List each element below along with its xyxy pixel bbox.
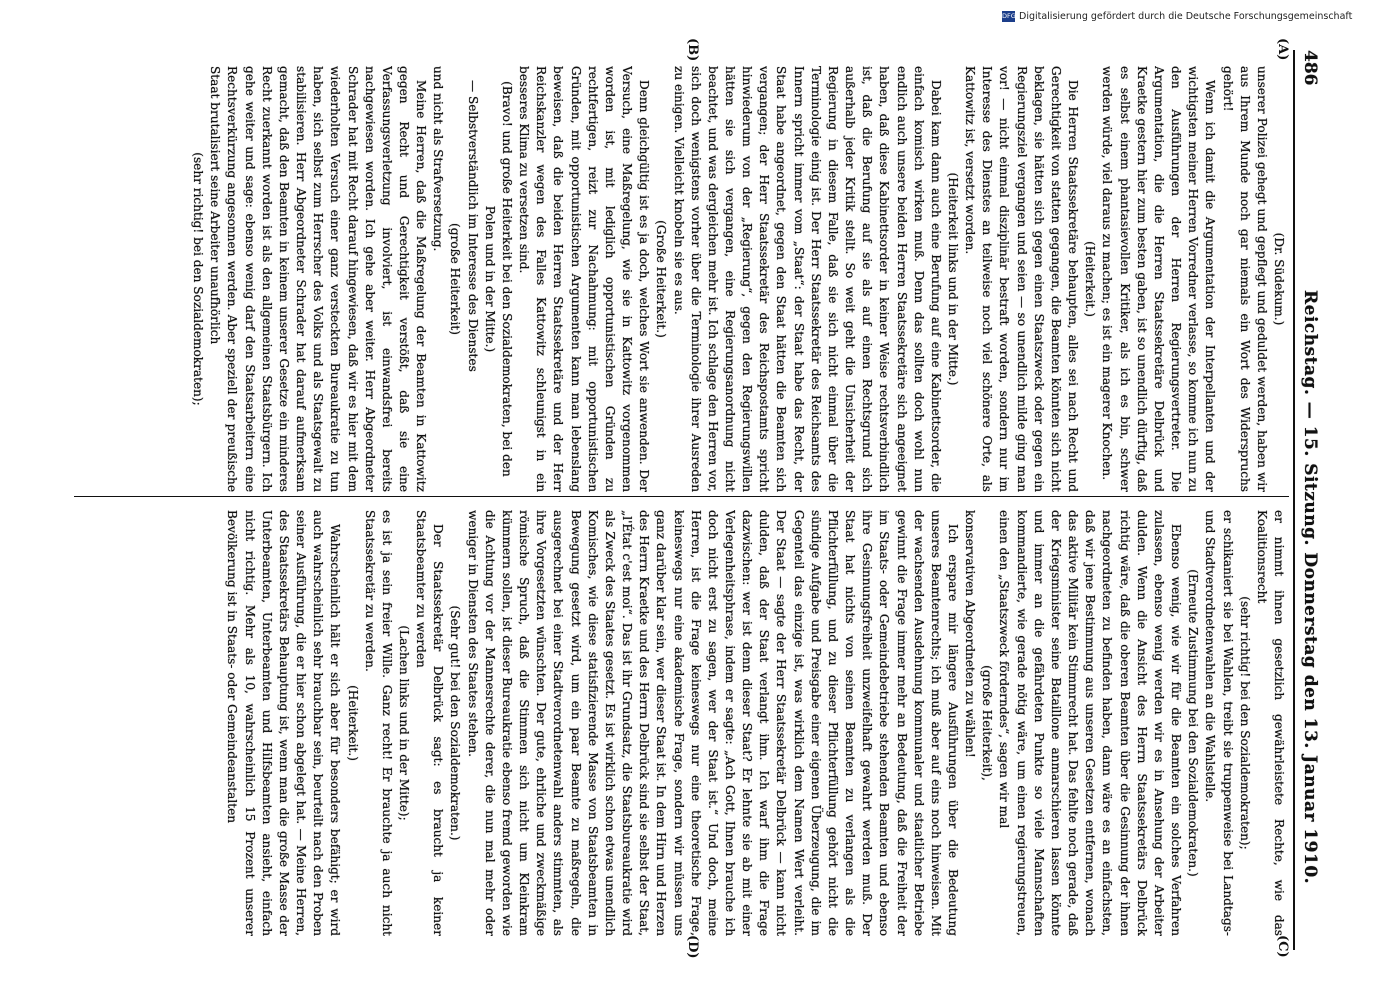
stage-direction: (Heiterkeit.): [345, 685, 360, 761]
stage-direction: (Heiterkeit links und in der Mitte.): [946, 172, 961, 386]
credit-text: Digitalisierung gefördert durch die Deutsche Forschungsgemeinschaft: [1019, 11, 1353, 22]
stage-direction: (sehr richtig! bei den Sozialdemokraten);: [1237, 596, 1252, 850]
stage-direction: (Bravo! und große Heiterkeit bei den Sozialdemokraten, bei den Polen und in der Mitte.): [482, 81, 514, 477]
header-rule: [1293, 50, 1295, 950]
paragraph: Wenn ich damit die Argumentation der Interpellanten und der wichtigsten meiner Herren Vorredner verlasse, so komme ich nun zu den Ausführungen der Herren Regierungsvertreter. Die Argumentation, die die Herren Staatssekretäre Delbrück und Kraetke gestern hier zum besten gaben, ist so unendlich dürftig, daß es selbst einem phantasievollen Kritiker, als ich es bin, schwer werden würde, viel daraus zu machen; es ist ein magerer Knochen.: [1100, 66, 1218, 492]
paragraph: Denn gleichgültig ist es ja doch, welches Wort sie anwenden. Der Versuch, eine Maßregelung, wie sie in Kattowitz vorgenommen worden ist, mit lediglich opportunistischen Gründen zu rechtfertigen, reizt zur Nachahmung: mit opportunistischen Gründen, mit opportunistischen Argumenten kann man lebenslang beweisen, daß die beiden Herren Staatssekretäre und der Herr Reichskanzler wegen des Falles Kattowitz schleunigst in ein besseres Klima zu versetzen sind.: [517, 66, 652, 492]
paragraph: Ich erspare mir längere Ausführungen über die Bedeutung unseres Beamtenrechts; ich muß aber auf eins noch hinweisen. Mit der wachsenden Ausdehnung kommunaler und staatlicher Betriebe gewinnt die Frage immer mehr an Bedeutung, daß die Freiheit der im Staats- oder Gemeindebetriebe stehenden Beamten und ebenso ihre Gesinnungsfreiheit unzweifelhaft gewahrt werden muß. Der Staat hat nichts von seinen Beamten zu verlangen als die Pflichterfüllung, und zu dieser Pflichterfüllung gehört nicht die sündige Aufgabe und Preisgabe einer eigenen Überzeugung, die im Gegenteil das einzige ist, was wirklich dem Namen Wert verleiht. Der Staat — sagte der Herr Staatssekretär Delbrück — kann nicht dulden, daß der Staat verlangt ihm. Ich warf ihm die Frage dazwischen: wer ist denn dieser Staat? Er lehnte sie ab mit einer Verlegenheitsphrase, indem er sagte: „Ach Gott, Ihnen brauche ich doch nicht erst zu sagen, wer der Staat ist.“ Und doch, meine Herren, ist die Frage keineswegs nur eine theoretische Frage, keineswegs nur eine akademische Frage, sondern wir müssen uns ganz darüber klar sein, wer dieser Staat ist. In dem Hirn und Herzen des Herrn Kraetke und des Herrn Delbrück sind sie selbst der Staat, „l'État c'est moi“. Das ist ihr Grundsatz, die Staatsbureaukratie wird als Zweck des Staates gesetzt. Es ist wirklich schon etwas unendlich Komisches, wie diese statisfizierende Masse von Staatsbeamten in Bewegung gesetzt wird, um ein paar Beamte zu maßregeln, die ausgerechnet bei einer Stadtverordnetenwahl anders stimmten, als ihre Vorgesetzten wünschten. Der gute, ehrliche und zweckmäßige römische Spruch, daß die Stimmen sich nicht um Kleinkram kümmern sollen, ist dieser Bureaukratie ebenso fremd geworden wie die Achtung vor der Mannesrechte derer, die nun mal mehr oder weniger in Diensten des Staates stehen.: [465, 510, 961, 936]
paragraph: er schikaniert sie bei Wahlen, treibt sie truppenweise bei Landtags- und Stadtverordnetenwahlen an die Wahlstelle.: [1203, 510, 1235, 936]
paragraph: Der Staatssekretär Delbrück sagt: es braucht ja keiner Staatsbeamter zu werden: [414, 510, 446, 936]
stage-direction: (Dr. Südekum.): [1272, 232, 1286, 326]
paragraph: konservativen Abgeordneten zu wählen!: [963, 510, 978, 758]
stage-direction: (große Heiterkeit): [448, 223, 463, 335]
column-divider: [74, 496, 1289, 497]
stage-direction: (Sehr gut! bei den Sozialdemokraten.): [448, 605, 463, 841]
page-title: Reichstag. — 15. Sitzung. Donnerstag den 13. Januar 1910.: [1300, 290, 1320, 885]
margin-mark-c: (C): [1275, 935, 1290, 958]
credit-line: [1002, 10, 1372, 24]
margin-mark-d: (D): [685, 935, 700, 959]
paragraph: Dabei kam dann auch eine Berufung auf eine Kabinettsorder, die einfach komisch wirken muß. Denn das sollten doch wohl nun endlich auch unsere beiden Herren Staatssekretäre sich angeeignet haben, daß diese Kabinettsorder in keiner Weise rechtsverbindlich ist, daß die Berufung auf sie als auf einen Rechtsgrund sich außerhalb jeder Kritik stellt. So weit geht die Unsicherheit der Regierung in diesem Falle, daß sie sich nicht einmal über die Terminologie einig ist. Der Herr Staatssekretär des Reichsamts des Innern spricht immer vom „Staat“: der Staat habe das Recht, der Staat habe angeordnet, gegen den Staat hätten die Beamten sich vergangen; der Herr Staatssekretär des Reichspostamts spricht hinwiederum von der „Regierung“, gegen den Regierungswillen hätten sie sich vergangen, eine Regierungsanordnung nicht beachtet, und was dergleichen mehr ist. Ich schlage den Herren vor, sich doch wenigstens vorher über die Terminologie ihrer Ausreden zu einigen. Vielleicht knobeln sie es aus.: [671, 66, 943, 492]
stage-direction: (Erneute Zustimmung bei den Sozialdemokraten.): [1186, 569, 1201, 877]
left-column: [77, 66, 1287, 492]
stage-direction: (große Heiterkeit),: [980, 665, 995, 781]
paragraph: Ebenso wenig, wie wir für die Beamten ein solches Verfahren zulassen, ebenso wenig werden wir es in Ansehung der Arbeiter dulden. Wenn die Ansicht des Herrn Staatssekretärs Delbrück richtig wäre, daß die oberen Beamten über die Gesinnung der ihnen nachgeordneten zu befinden haben, dann wäre es an einfachsten, daß wir jene Bestimmung aus unseren Gesetzen entfernen, wonach das aktive Militär kein Stimmrecht hat. Das fehlte noch gerade, daß der Kriegsminister seine Bataillone anmarschieren lassen könnte und immer an die gefährdeten Punkte so viele Mannschaften kommandierte, wie gerade nötig wäre, um einen regierungstreuen, einen den „Staatszweck förderndes“, sagen wir mal: [997, 510, 1184, 936]
stage-direction: (Heiterkeit.): [1083, 241, 1098, 317]
paragraph: Wahrscheinlich hält er sich aber für besonders befähigt; er wird auch wahrscheinlich sehr brauchbar sein, beurteilt nach den Proben seiner Ausführung, die er hier schon abgelegt hat. — Meine Herren, des Staatssekretärs Behauptung ist, wenn man die große Masse der Unterbeamten, Unterbeamten und Hilfsbeamten ansieht, einfach nicht richtig. Mehr als 10, wahrscheinlich 15 Prozent unserer Bevölkerung ist in Staats- oder Gemeindeanstalten: [225, 510, 343, 936]
stage-direction: (Lachen links und in der Mitte);: [397, 625, 412, 821]
paragraph: — Selbstverständlich im Interesse des Dienstes: [465, 80, 480, 372]
stage-direction: (sehr richtig! bei den Sozialdemokraten);: [191, 152, 206, 406]
paragraph: er nimmt ihnen gesetzlich gewährleistete Rechte, wie das Koalitionsrecht: [1254, 510, 1286, 936]
paragraph: es ist ja sein freier Wille. Ganz recht! Er brauchte ja auch nicht Staatssekretär zu werden.: [362, 510, 394, 936]
stage-direction: (Große Heiterkeit.): [654, 220, 669, 338]
paragraph: Die Herren Staatssekretäre behaupten, alles sei nach Recht und Gerechtigkeit von statten gegangen, die Beamten könnten sich nicht beklagen, sie hätten sich gegen einen Staatszweck oder gegen ein Regierungsziel vergangen und seien — so unendlich milde ging man vor! — nicht einmal disziplinär bestraft worden, sondern nur im Interesse des Dienstes an teilweise noch viel schönere Orte, als Kattowitz ist, versetzt worden.: [963, 66, 1081, 492]
page-header: [1297, 50, 1323, 950]
paragraph: Meine Herren, daß die Maßregelung der Beamten in Kattowitz gegen Recht und Gerechtigkeit verstößt, daß sie eine Verfassungsverletzung involviert, ist einwandsfrei bereits nachgewiesen worden. Ich gehe aber weiter. Herr Abgeordneter Schrader hat mit Recht darauf hingewiesen, daß wir es hier mit dem wiederholten Versuch einer ganz versteckten Bureaukratie zu tun haben, sich selbst zum Herrscher des Volks und als Staatsgewalt zu stabilisieren. Herr Abgeordneter Schrader hat darauf aufmerksam gemacht, daß den Beamten in keinem unserer Gesetze ein minderes Recht zuerkannt worden ist als den allgemeinen Staatsbürgern. Ich gehe weiter und sage: ebenso wenig darf den Staatsarbeitern eine Rechtsverkürzung angesonnen werden. Aber speziell der preußische Staat brutalisiert seine Arbeiter unaufhörlich: [208, 66, 429, 492]
dfg-logo: DFG: [1002, 12, 1016, 20]
paragraph: und nicht als Strafversetzung.: [431, 66, 446, 252]
right-column: [77, 510, 1287, 936]
paragraph: unserer Polizei gehegt und gepflegt und geduldet werden, haben wir aus Ihrem Munde noch gar niemals ein Wort des Widerspruchs gehört!: [1220, 66, 1269, 492]
margin-mark-b: (B): [685, 38, 700, 62]
page-number: 486: [1300, 50, 1320, 86]
margin-mark-a: (A): [1275, 38, 1290, 61]
